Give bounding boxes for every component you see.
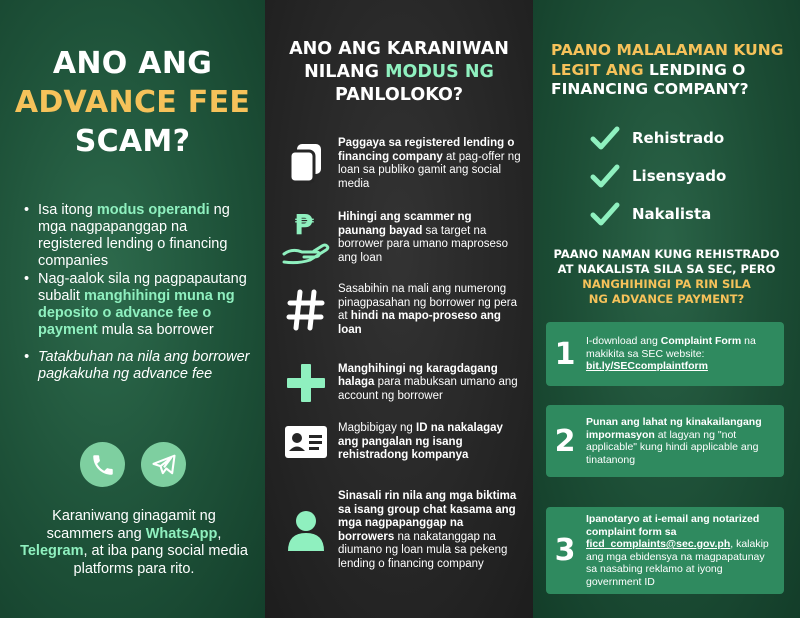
- modus-item: Magbibigay ng ID na nakalagay ang pangalan ng isang rehistradong kompanya: [282, 422, 522, 463]
- svg-text:₱: ₱: [294, 208, 314, 241]
- step-card: 1 I-download ang Complaint Form na makikita sa SEC website: bit.ly/SECcomplaintform: [546, 322, 784, 386]
- whatsapp-icon: [80, 442, 125, 487]
- app-icons: [80, 442, 186, 487]
- id-card-icon: [282, 425, 330, 459]
- check-item: Rehistrado: [590, 119, 726, 157]
- checklist: [590, 119, 726, 233]
- modus-item: Paggaya sa registered lending o financing company at pag-offer ng loan sa publiko gamit ang social media: [282, 137, 522, 191]
- right-subtitle: PAANO NAMAN KUNG REHISTRADO AT NAKALISTA SILA SA SEC, PERO NANGHIHINGI PA RIN SILA NG ADVANCE PAYMENT?: [553, 247, 780, 306]
- hashtag-icon: [282, 288, 330, 332]
- right-title: PAANO MALALAMAN KUNG LEGIT ANG LENDING O FINANCING COMPANY?: [551, 41, 784, 98]
- check-item: Lisensyado: [590, 157, 726, 195]
- plus-icon: [282, 362, 330, 404]
- bullet-item: • Nag-aalok sila ng pagpapautang subalit manghihingi muna ng deposito o advance fee o payment mula sa borrower: [22, 271, 254, 339]
- complaint-form-link[interactable]: bit.ly/SECcomplaintform: [586, 360, 708, 373]
- check-item: Nakalista: [590, 195, 726, 233]
- bullet-item: • Isa itong modus operandi ng mga nagpapanggap na registered lending o financing companies: [22, 202, 254, 270]
- left-title: ANO ANG ADVANCE FEE SCAM?: [14, 46, 251, 159]
- check-icon: [590, 202, 620, 226]
- user-icon: [282, 509, 330, 553]
- left-bullet-list: [22, 202, 254, 384]
- bullet-item: • Tatakbuhan na nila ang borrower pagkakuha ng advance fee: [22, 349, 254, 383]
- middle-title: ANO ANG KARANIWAN NILANG MODUS NG PANLOLOKO?: [289, 39, 509, 105]
- copy-icon: [282, 142, 330, 186]
- modus-item: Manghihingi ng karagdagang halaga para mabuksan umano ang account ng borrower: [282, 362, 522, 404]
- step-card: 3 Ipanotaryo at i-email ang notarized complaint form sa ficd_complaints@sec.gov.ph, kalakip ang mga ebidensya na magpapatunay sa nasabing reklamo at iyong government ID: [546, 507, 784, 594]
- check-icon: [590, 126, 620, 150]
- email-link[interactable]: ficd_complaints@sec.gov.ph: [586, 538, 731, 550]
- telegram-icon: [141, 442, 186, 487]
- modus-item: Sinasali rin nila ang mga biktima sa isang group chat kasama ang mga nagpapanggap na borrowers na nakatanggap na diumano ng loan mula sa pekeng lending o financing company: [282, 490, 522, 571]
- left-footer-text: Karaniwang ginagamit ng scammers ang WhatsApp, Telegram, at iba pang social media platforms para rito.: [20, 508, 248, 577]
- check-icon: [590, 164, 620, 188]
- modus-item: ₱ Hihingi ang scammer ng paunang bayad sa target na borrower para umano maproseso ang loan: [282, 208, 522, 268]
- peso-hand-icon: [282, 208, 330, 268]
- modus-item: Sasabihin na mali ang numerong pinagpasahan ng borrower ng pera at hindi na mapo-proseso ang loan: [282, 283, 522, 337]
- step-card: 2 Punan ang lahat ng kinakailangang impormasyon at lagyan ng "not applicable" kung hindi applicable ang tinatanong: [546, 405, 784, 477]
